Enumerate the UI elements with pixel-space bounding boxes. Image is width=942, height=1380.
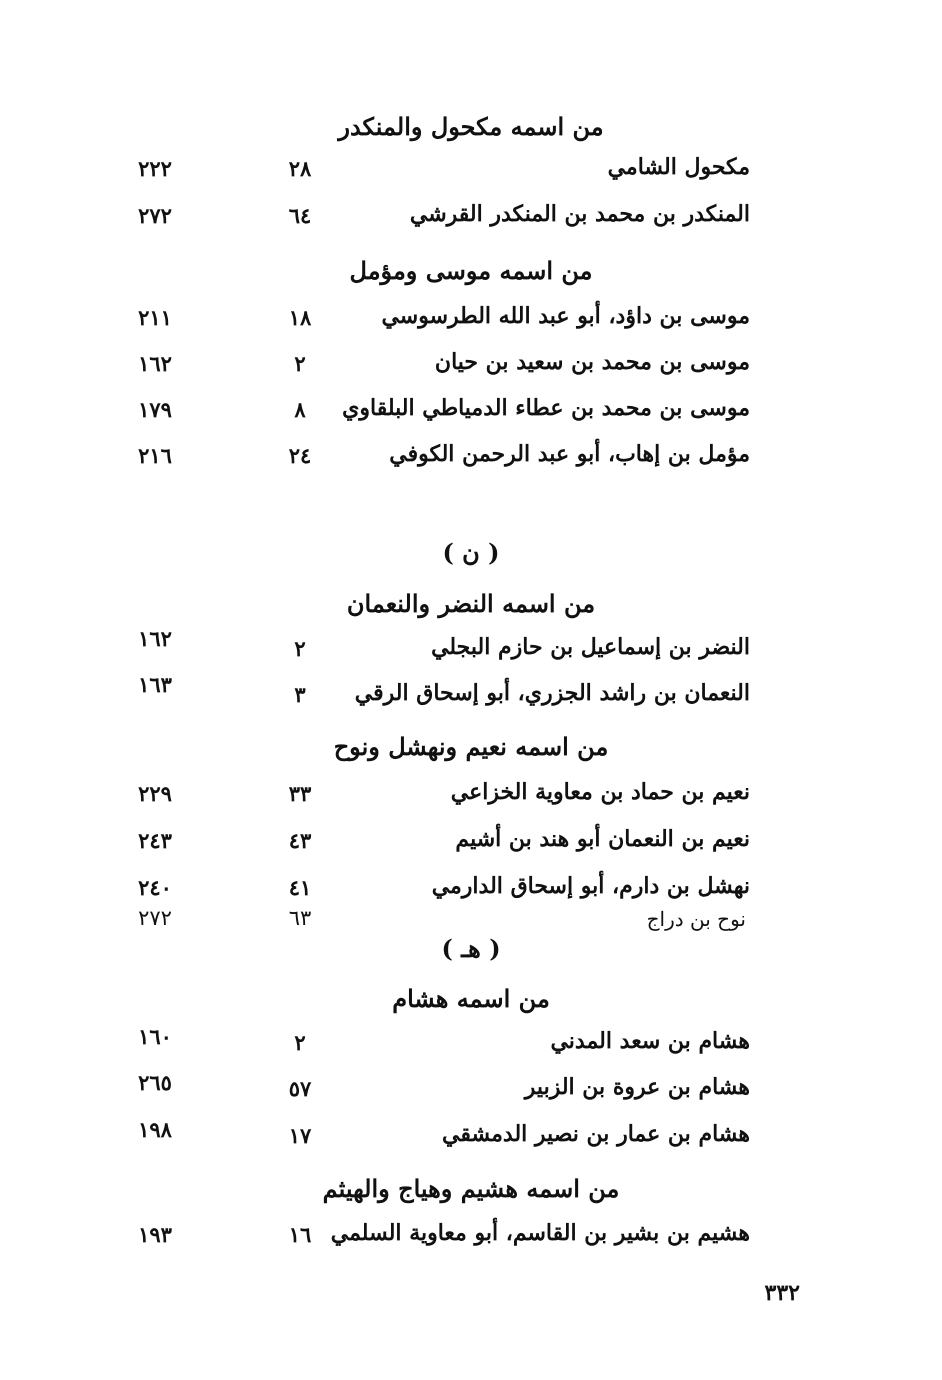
entry-count: ٢ xyxy=(294,351,306,376)
letter-heading: ( ن ) xyxy=(442,538,500,567)
entry-page: ٢٤٣ xyxy=(138,828,172,853)
entry-page: ١٦٠ xyxy=(138,1024,172,1049)
entry-name: موسى بن محمد بن سعيد بن حيان xyxy=(434,349,750,375)
entry-name: هشام بن عمار بن نصير الدمشقي xyxy=(442,1121,750,1147)
entry-count: ١٧ xyxy=(288,1123,312,1148)
page-number: ٣٣٢ xyxy=(764,1280,800,1306)
section-heading: من اسمه هشيم وهياج والهيثم xyxy=(322,1174,620,1203)
entry-name: هشيم بن بشير بن القاسم، أبو معاوية السلمي xyxy=(330,1220,750,1246)
entry-name: مؤمل بن إهاب، أبو عبد الرحمن الكوفي xyxy=(389,441,750,467)
entry-name: نعيم بن حماد بن معاوية الخزاعي xyxy=(450,779,750,805)
entry-count: ١٨ xyxy=(288,305,312,330)
entry-page: ٢٧٢ xyxy=(138,906,172,930)
entry-count: ٢ xyxy=(294,1030,306,1055)
entry-count: ٤١ xyxy=(288,875,312,900)
entry-page: ١٦٢ xyxy=(138,626,172,651)
entry-page: ١٦٣ xyxy=(138,672,172,697)
entry-count: ٣٣ xyxy=(288,781,312,806)
section-heading: من اسمه هشام xyxy=(392,984,550,1013)
entry-count: ٣ xyxy=(294,682,306,707)
entry-page: ٢٢٢ xyxy=(138,156,172,181)
entry-name: المنكدر بن محمد بن المنكدر القرشي xyxy=(409,201,750,227)
entry-name: هشام بن سعد المدني xyxy=(550,1028,750,1054)
entry-page: ٢٦٥ xyxy=(138,1070,172,1095)
entry-page: ٢٢٩ xyxy=(138,781,172,806)
entry-count: ٦٤ xyxy=(288,203,312,228)
section-heading: من اسمه موسى ومؤمل xyxy=(349,256,593,285)
entry-count: ٥٧ xyxy=(288,1076,312,1101)
section-heading: من اسمه النضر والنعمان xyxy=(346,589,596,618)
entry-name: هشام بن عروة بن الزبير xyxy=(524,1074,750,1100)
entry-name: مكحول الشامي xyxy=(607,154,750,180)
entry-name: النضر بن إسماعيل بن حازم البجلي xyxy=(431,634,750,660)
entry-count: ٤٣ xyxy=(288,828,312,853)
entry-page: ٢١١ xyxy=(138,305,172,330)
entry-count: ٢ xyxy=(294,636,306,661)
entry-page: ١٧٩ xyxy=(138,397,172,422)
section-heading: من اسمه نعيم ونهشل ونوح xyxy=(333,732,609,761)
entry-page: ١٩٨ xyxy=(138,1117,172,1142)
entry-page: ٢١٦ xyxy=(138,443,172,468)
letter-heading: ( هـ ) xyxy=(441,934,501,963)
entry-page: ١٦٢ xyxy=(138,351,172,376)
entry-name: نهشل بن دارم، أبو إسحاق الدارمي xyxy=(431,873,750,899)
entry-name: موسى بن داؤد، أبو عبد الله الطرسوسي xyxy=(381,303,750,329)
entry-count: ٢٤ xyxy=(288,443,312,468)
entry-name: النعمان بن راشد الجزري، أبو إسحاق الرقي xyxy=(354,680,750,706)
entry-page: ١٩٣ xyxy=(138,1222,172,1247)
entry-count: ٨ xyxy=(294,397,306,422)
entry-count: ١٦ xyxy=(288,1222,312,1247)
entry-name: نوح بن دراج xyxy=(646,907,746,931)
entry-count: ٢٨ xyxy=(288,156,312,181)
entry-page: ٢٤٠ xyxy=(138,875,172,900)
section-heading: من اسمه مكحول والمنكدر xyxy=(338,112,604,141)
entry-name: نعيم بن النعمان أبو هند بن أشيم xyxy=(455,826,750,852)
entry-name: موسى بن محمد بن عطاء الدمياطي البلقاوي xyxy=(342,395,750,421)
entry-page: ٢٧٢ xyxy=(138,203,172,228)
entry-count: ٦٣ xyxy=(288,906,312,930)
